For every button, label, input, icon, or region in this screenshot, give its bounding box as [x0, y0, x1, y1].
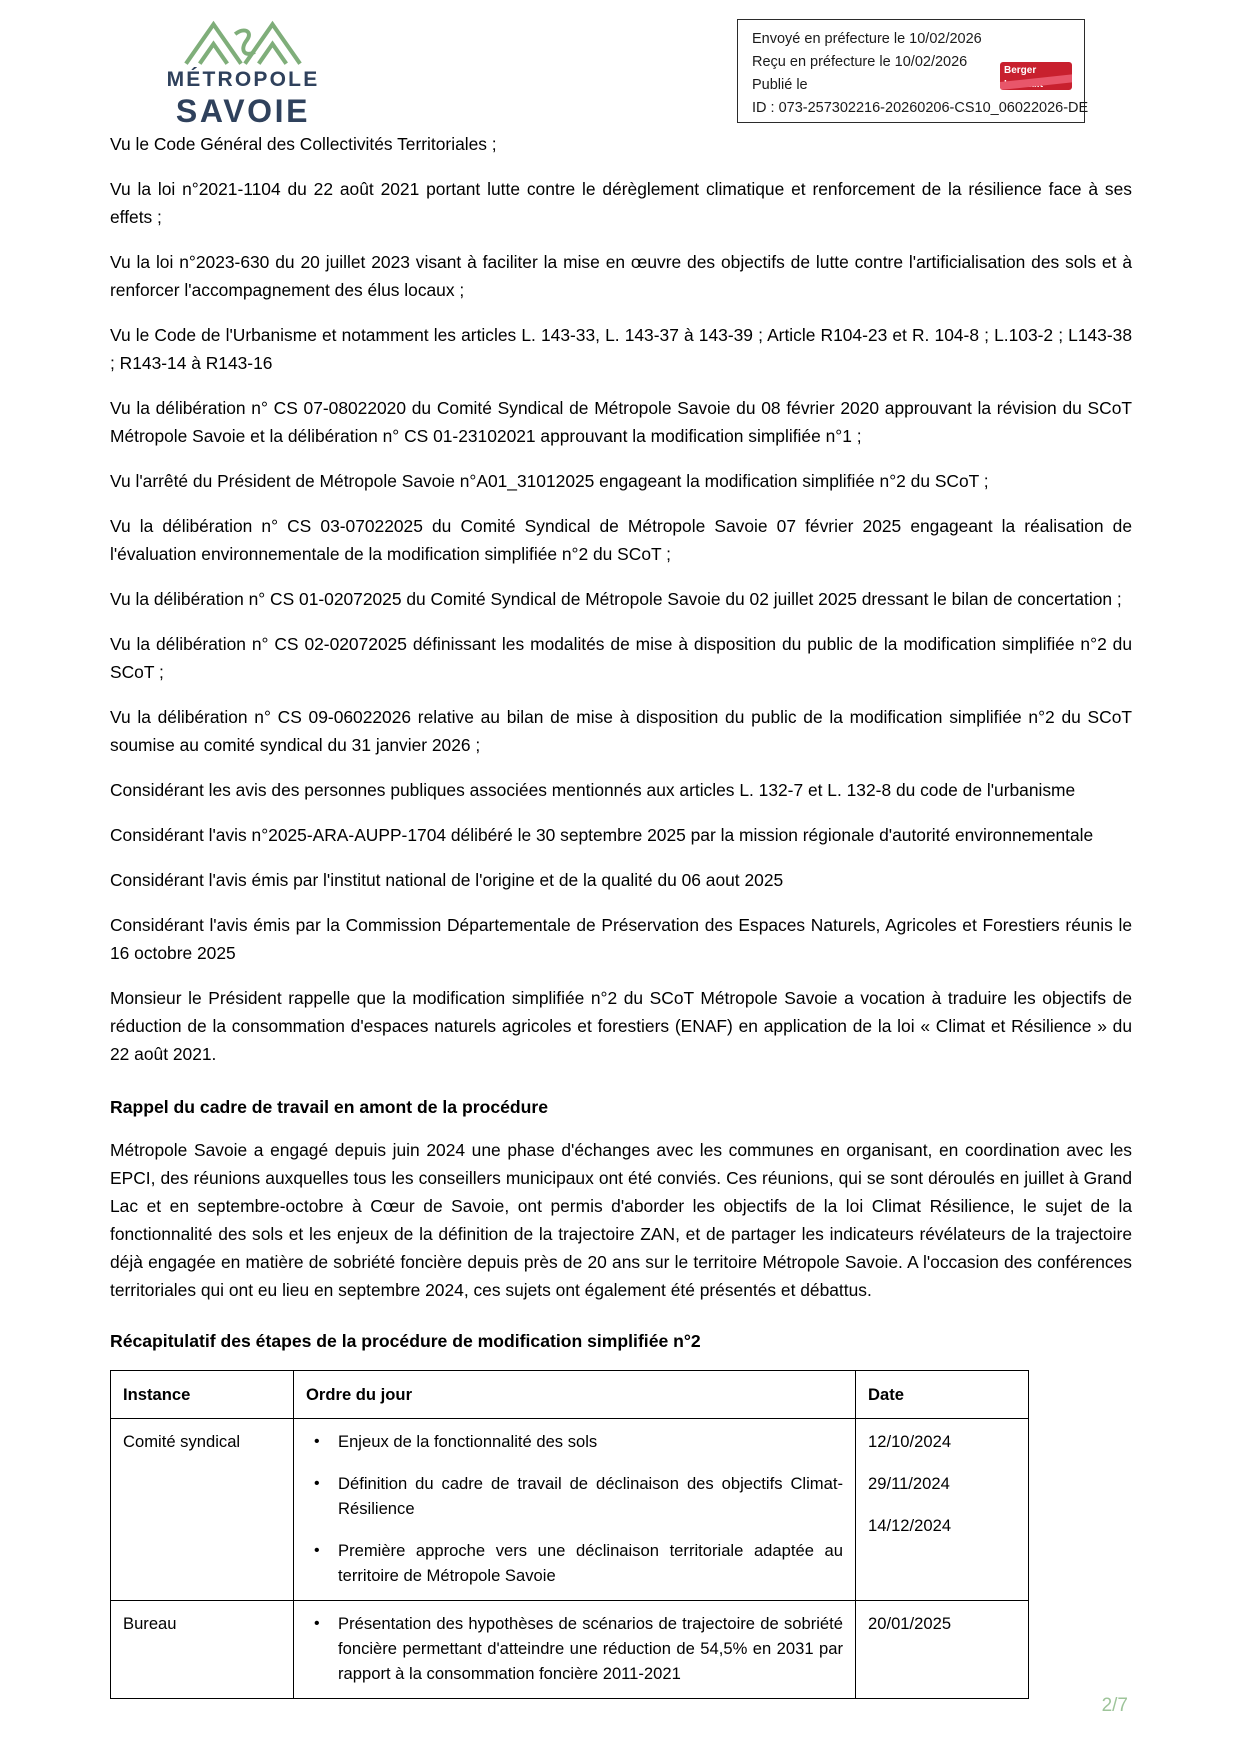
cell-dates	[856, 1601, 1029, 1699]
stamp-received-line: Reçu en préfecture le 10/02/2026	[752, 54, 968, 70]
paragraph-rappel-cadre: Métropole Savoie a engagé depuis juin 2024 une phase d'échanges avec les communes en organisant, en coordination avec les EPCI, des réunions auxquelles tous les conseillers municipaux ont été conviés. Ces réunions, qui se sont déroulés en juillet à Grand Lac et en septembre-octobre à Cœur de Savoie, ont permis d'aborder les objectifs de la loi Climat Résilience, le sujet de la fonctionnalité des sols et les enjeux de la définition de la trajectoire ZAN, et de partager les indicateurs révélateurs de la trajectoire déjà engagée en matière de sobriété foncière depuis près de 20 ans sur le territoire Métropole Savoie. A l'occasion des conférences territoriales qui ont eu lieu en septembre 2024, ces sujets ont également été présentés et débattus.	[110, 1140, 1132, 1300]
list-item: • Présentation des hypothèses de scénarios de trajectoire de sobriété foncière permettant d'atteindre une réduction de 54,5% en 2031 par rapport à la consommation foncière 2011-2021	[338, 1611, 843, 1686]
date-value: 20/01/2025	[868, 1614, 952, 1633]
heading-recapitulatif-etapes: Récapitulatif des étapes de la procédure de modification simplifiée n°2	[110, 1331, 701, 1351]
paragraph-vu-loi-2023: Vu la loi n°2023-630 du 20 juillet 2023 visant à faciliter la mise en œuvre des objectifs de lutte contre l'artificialisation des sols et à renforcer l'accompagnement des élus locaux ;	[110, 252, 1132, 300]
instance-label: Bureau	[123, 1614, 177, 1633]
column-header-date: Date	[856, 1371, 1029, 1419]
stamp-sent-line: Envoyé en préfecture le 10/02/2026	[752, 31, 982, 47]
paragraph-vu-delib-09: Vu la délibération n° CS 09-06022026 relative au bilan de mise à disposition du public de la modification simplifiée n°2 du SCoT soumise au comité syndical du 31 janvier 2026 ;	[110, 707, 1132, 755]
page-number: 2/7	[1101, 1695, 1128, 1716]
procedure-steps-table	[110, 1370, 1029, 1699]
logo-text-metropole: MÉTROPOLE	[166, 68, 320, 91]
paragraph-vu-cgct: Vu le Code Général des Collectivités Territoriales ;	[110, 134, 497, 154]
mountain-ms-icon	[184, 18, 302, 66]
paragraph-president-rappelle: Monsieur le Président rappelle que la modification simplifiée n°2 du SCoT Métropole Savoie a vocation à traduire les objectifs de réduction de la consommation d'espaces naturels agricoles et forestiers (ENAF) en application de la loi « Climat et Résilience » du 22 août 2021.	[110, 988, 1132, 1064]
heading-rappel-cadre: Rappel du cadre de travail en amont de la procédure	[110, 1097, 549, 1117]
list-item: • Première approche vers une déclinaison territoriale adaptée au territoire de Métropole Savoie	[338, 1538, 843, 1588]
list-item: • Définition du cadre de travail de déclinaison des objectifs Climat-Résilience	[338, 1471, 843, 1521]
table-row	[111, 1419, 1029, 1601]
paragraph-vu-delib-03: Vu la délibération n° CS 03-07022025 du Comité Syndical de Métropole Savoie 07 février 2025 engageant la réalisation de l'évaluation environnementale de la modification simplifiée n°2 du SCoT ;	[110, 516, 1132, 564]
paragraph-considerant-inao: Considérant l'avis émis par l'institut national de l'origine et de la qualité du 06 aout 2025	[110, 870, 784, 890]
table-row	[111, 1601, 1029, 1699]
cell-instance	[111, 1419, 294, 1601]
paragraph-vu-loi-2021: Vu la loi n°2021-1104 du 22 août 2021 portant lutte contre le dérèglement climatique et renforcement de la résilience face à ses effets ;	[110, 179, 1132, 227]
paragraph-vu-delib-02: Vu la délibération n° CS 02-02072025 définissant les modalités de mise à disposition du public de la modification simplifiée n°2 du SCoT ;	[110, 634, 1132, 682]
cell-agenda	[294, 1419, 856, 1601]
logo-text-savoie: SAVOIE	[175, 93, 311, 129]
paragraph-considerant-ppa: Considérant les avis des personnes publiques associées mentionnés aux articles L. 132-7 et L. 132-8 du code de l'urbanisme	[110, 780, 1076, 800]
paragraph-vu-arrete: Vu l'arrêté du Président de Métropole Savoie n°A01_31012025 engageant la modification simplifiée n°2 du SCoT ;	[110, 471, 989, 491]
berger-levrault-logo-line1: Berger	[1004, 65, 1037, 76]
berger-levrault-logo	[1000, 62, 1072, 90]
paragraph-considerant-mrae: Considérant l'avis n°2025-ARA-AUPP-1704 délibéré le 30 septembre 2025 par la mission régionale d'autorité environnementale	[110, 825, 1094, 845]
paragraph-vu-delib-01: Vu la délibération n° CS 01-02072025 du Comité Syndical de Métropole Savoie du 02 juillet 2025 dressant le bilan de concertation ;	[110, 589, 1122, 609]
date-value: 12/10/2024	[868, 1432, 952, 1451]
instance-label: Comité syndical	[123, 1432, 241, 1451]
stamp-published-line: Publié le	[752, 77, 808, 93]
cell-agenda	[294, 1601, 856, 1699]
date-value: 14/12/2024	[868, 1516, 952, 1535]
prefecture-stamp-box	[737, 19, 1089, 123]
list-item: • Enjeux de la fonctionnalité des sols	[338, 1429, 843, 1454]
cell-instance	[111, 1601, 294, 1699]
paragraph-vu-delib-07: Vu la délibération n° CS 07-08022020 du Comité Syndical de Métropole Savoie du 08 février 2020 approuvant la révision du SCoT Métropole Savoie et la délibération n° CS 01-23102021 approuvant la modification simplifiée n°1 ;	[110, 398, 1132, 446]
paragraph-vu-urbanisme: Vu le Code de l'Urbanisme et notamment les articles L. 143-33, L. 143-37 à 143-39 ; Article R104-23 et R. 104-8 ; L.103-2 ; L143-38 ; R143-14 à R143-16	[110, 325, 1132, 373]
cell-dates	[856, 1419, 1029, 1601]
page-header	[0, 0, 1240, 132]
stamp-id-line: ID : 073-257302216-20260206-CS10_06022026-DE	[752, 100, 1089, 116]
date-list	[868, 1429, 1016, 1538]
date-list	[868, 1611, 1016, 1636]
document-content	[110, 130, 1132, 1699]
column-header-instance: Instance	[111, 1371, 294, 1419]
agenda-list	[306, 1611, 843, 1686]
date-value: 29/11/2024	[868, 1474, 950, 1493]
metropole-savoie-logo	[128, 18, 358, 129]
table-header-row	[111, 1371, 1029, 1419]
column-header-ordre-du-jour: Ordre du jour	[294, 1371, 856, 1419]
agenda-list	[306, 1429, 843, 1588]
paragraph-considerant-cdpenaf: Considérant l'avis émis par la Commission Départementale de Préservation des Espaces Naturels, Agricoles et Forestiers réunis le 16 octobre 2025	[110, 915, 1132, 963]
